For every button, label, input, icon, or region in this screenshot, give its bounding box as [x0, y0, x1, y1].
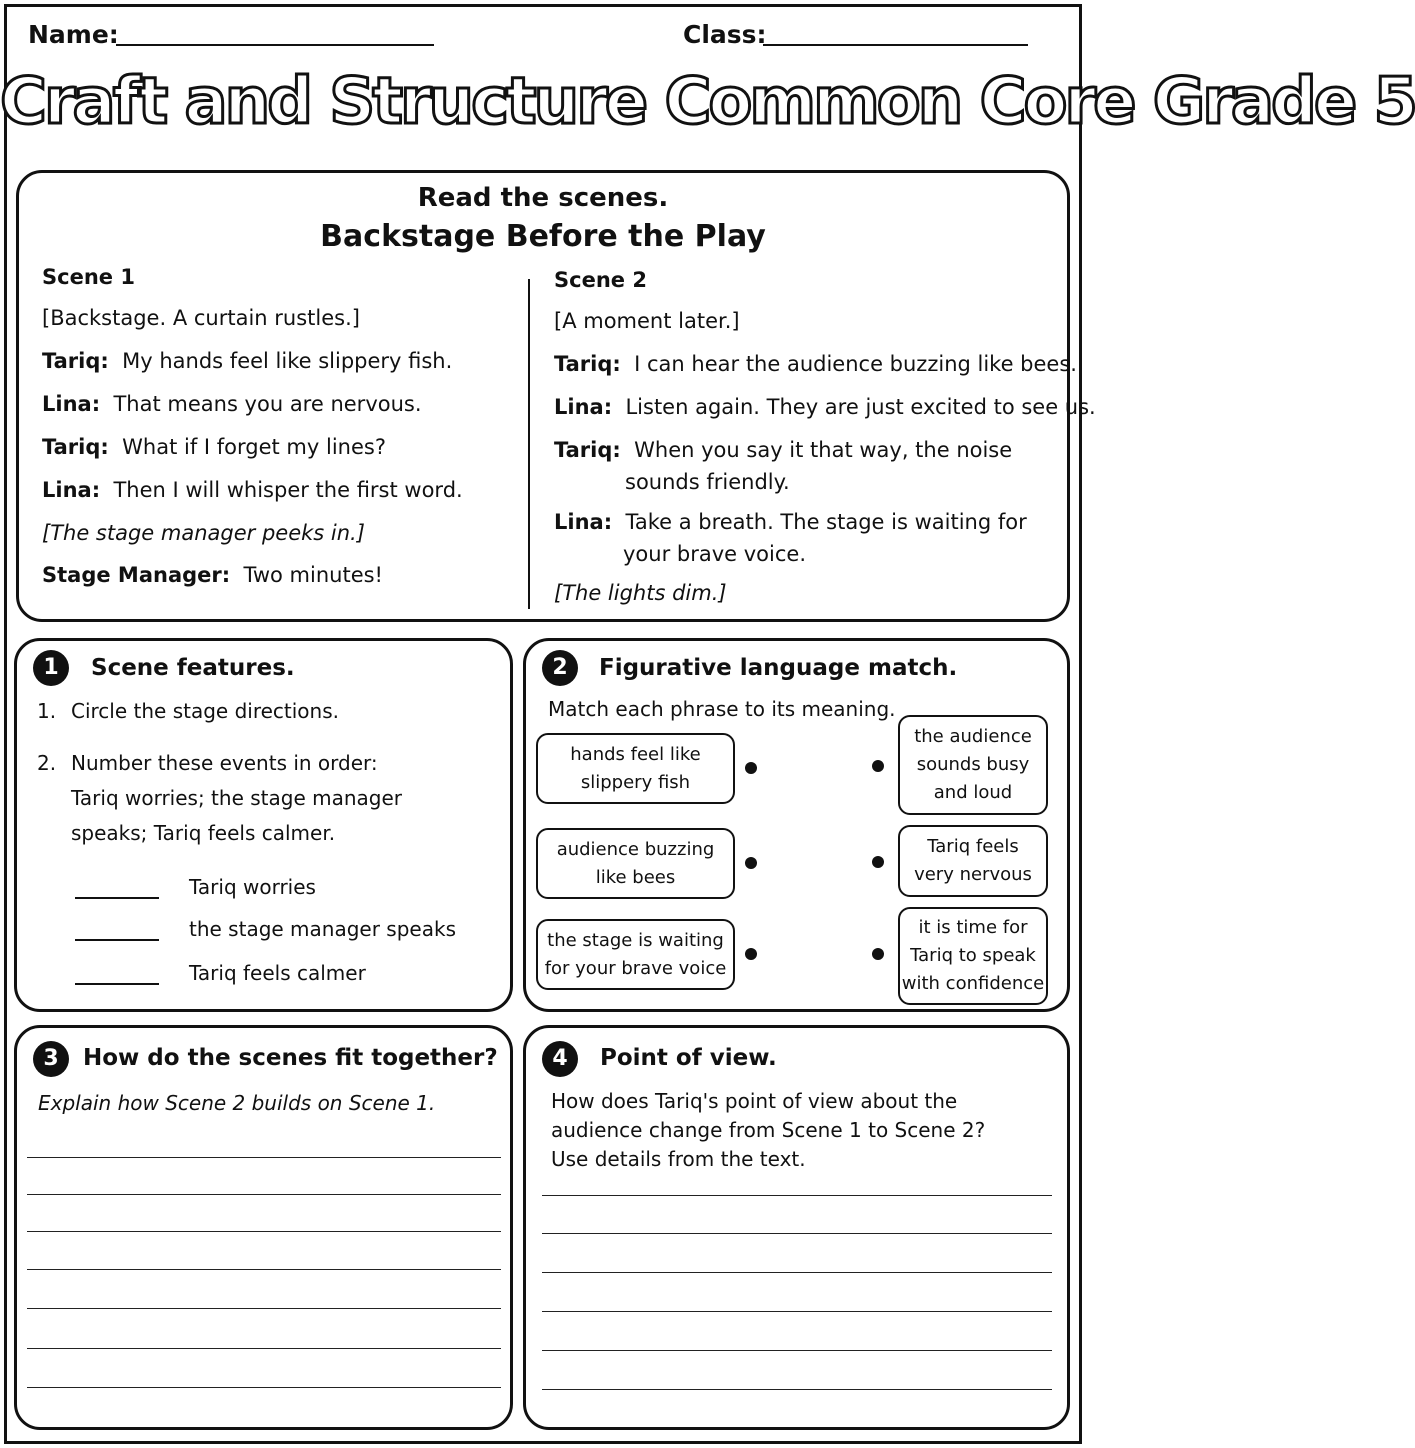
- dialogue-line: [554, 510, 1027, 534]
- question-title: Point of view.: [600, 1045, 777, 1071]
- match-dot[interactable]: [745, 948, 757, 960]
- dialogue-text: Listen again. They are just excited to see us.: [625, 395, 1096, 419]
- writing-line[interactable]: [542, 1195, 1052, 1196]
- dialogue-text: sounds friendly.: [625, 470, 790, 494]
- reading-panel: [16, 170, 1096, 622]
- item-text: Circle the stage directions.: [71, 699, 339, 723]
- question-1-panel: [14, 638, 513, 1012]
- order-blank[interactable]: [75, 897, 159, 899]
- item-number: 2.: [37, 751, 57, 775]
- item-text: Number these events in order:: [71, 751, 378, 775]
- speaker: Lina:: [42, 392, 101, 416]
- speaker: Tariq:: [42, 349, 109, 373]
- dialogue-text: What if I forget my lines?: [122, 435, 386, 459]
- item-number: 1.: [37, 699, 57, 723]
- dialogue-text: your brave voice.: [623, 542, 807, 566]
- dialogue-line: [554, 352, 1077, 376]
- question-title: How do the scenes fit together?: [83, 1045, 498, 1071]
- dialogue-line: [42, 563, 383, 587]
- speaker: Tariq:: [554, 352, 621, 376]
- question-number-badge: 4: [542, 1041, 578, 1077]
- phrase-box[interactable]: hands feel like slippery fish: [536, 733, 735, 804]
- speaker: Stage Manager:: [42, 563, 231, 587]
- speaker: Lina:: [554, 510, 613, 534]
- question-title: Scene features.: [91, 655, 295, 681]
- stage-direction: [The stage manager peeks in.]: [42, 521, 365, 545]
- stage-direction: [A moment later.]: [554, 309, 740, 333]
- dialogue-line: [42, 435, 386, 459]
- dialogue-text: When you say it that way, the noise: [634, 438, 1013, 462]
- stage-direction: [Backstage. A curtain rustles.]: [42, 306, 360, 330]
- scene-divider: [528, 279, 530, 609]
- meaning-box[interactable]: Tariq feels very nervous: [898, 825, 1048, 897]
- question-prompt: How does Tariq's point of view about the: [551, 1089, 958, 1113]
- question-number-badge: 3: [33, 1041, 69, 1077]
- speaker: Tariq:: [42, 435, 109, 459]
- dialogue-text: Two minutes!: [243, 563, 383, 587]
- match-dot[interactable]: [745, 857, 757, 869]
- question-3-panel: [14, 1025, 513, 1430]
- question-instruction: Match each phrase to its meaning.: [548, 697, 896, 721]
- dialogue-line: [42, 478, 463, 502]
- question-number-badge: 2: [542, 650, 578, 686]
- item-text: speaks; Tariq feels calmer.: [71, 821, 336, 845]
- question-number-badge: 1: [33, 650, 69, 686]
- dialogue-text: Take a breath. The stage is waiting for: [625, 510, 1027, 534]
- dialogue-line: [42, 392, 422, 416]
- question-title: Figurative language match.: [599, 655, 958, 681]
- event-label: the stage manager speaks: [189, 917, 456, 941]
- writing-line[interactable]: [542, 1350, 1052, 1351]
- event-label: Tariq feels calmer: [189, 961, 366, 985]
- dialogue-text: That means you are nervous.: [113, 392, 422, 416]
- phrase-box[interactable]: audience buzzing like bees: [536, 828, 735, 899]
- question-prompt: Use details from the text.: [551, 1147, 806, 1171]
- class-label: Class:: [683, 20, 767, 49]
- writing-line[interactable]: [27, 1157, 501, 1158]
- dialogue-text: I can hear the audience buzzing like bees.: [634, 352, 1077, 376]
- order-blank[interactable]: [75, 983, 159, 985]
- writing-line[interactable]: [542, 1311, 1052, 1312]
- meaning-box[interactable]: it is time for Tariq to speak with confidence: [898, 907, 1048, 1005]
- name-label: Name:: [28, 20, 119, 49]
- match-dot[interactable]: [872, 760, 884, 772]
- match-dot[interactable]: [745, 762, 757, 774]
- dialogue-text: My hands feel like slippery fish.: [122, 349, 453, 373]
- question-4-panel: [523, 1025, 1070, 1430]
- question-prompt: audience change from Scene 1 to Scene 2?: [551, 1118, 986, 1142]
- stage-direction: [The lights dim.]: [554, 581, 727, 605]
- match-dot[interactable]: [872, 856, 884, 868]
- writing-line[interactable]: [27, 1348, 501, 1349]
- speaker: Lina:: [42, 478, 101, 502]
- question-prompt: Explain how Scene 2 builds on Scene 1.: [38, 1091, 436, 1115]
- match-dot[interactable]: [872, 948, 884, 960]
- name-field[interactable]: [116, 44, 434, 46]
- writing-line[interactable]: [27, 1308, 501, 1309]
- reading-instruction: Read the scenes.: [417, 183, 669, 213]
- speaker: Tariq:: [554, 438, 621, 462]
- event-label: Tariq worries: [189, 875, 316, 899]
- order-blank[interactable]: [75, 939, 159, 941]
- dialogue-text: Then I will whisper the first word.: [113, 478, 463, 502]
- scene-2-title: Scene 2: [554, 268, 647, 292]
- play-title: Backstage Before the Play: [320, 219, 766, 254]
- writing-line[interactable]: [27, 1194, 501, 1195]
- writing-line[interactable]: [27, 1387, 501, 1388]
- writing-line[interactable]: [542, 1272, 1052, 1273]
- class-field[interactable]: [763, 44, 1028, 46]
- question-2-panel: [523, 638, 1070, 1012]
- writing-line[interactable]: [27, 1269, 501, 1270]
- item-text: Tariq worries; the stage manager: [71, 786, 403, 810]
- scene-1-title: Scene 1: [42, 265, 135, 289]
- writing-line[interactable]: [27, 1231, 501, 1232]
- writing-line[interactable]: [542, 1389, 1052, 1390]
- meaning-box[interactable]: the audience sounds busy and loud: [898, 715, 1048, 815]
- dialogue-line: [42, 349, 452, 373]
- phrase-box[interactable]: the stage is waiting for your brave voice: [536, 919, 735, 990]
- dialogue-line: [554, 438, 1012, 462]
- worksheet-title: Craft and Structure Common Core Grade 5: [0, 65, 1415, 139]
- speaker: Lina:: [554, 395, 613, 419]
- dialogue-line: [554, 395, 1096, 419]
- writing-line[interactable]: [542, 1233, 1052, 1234]
